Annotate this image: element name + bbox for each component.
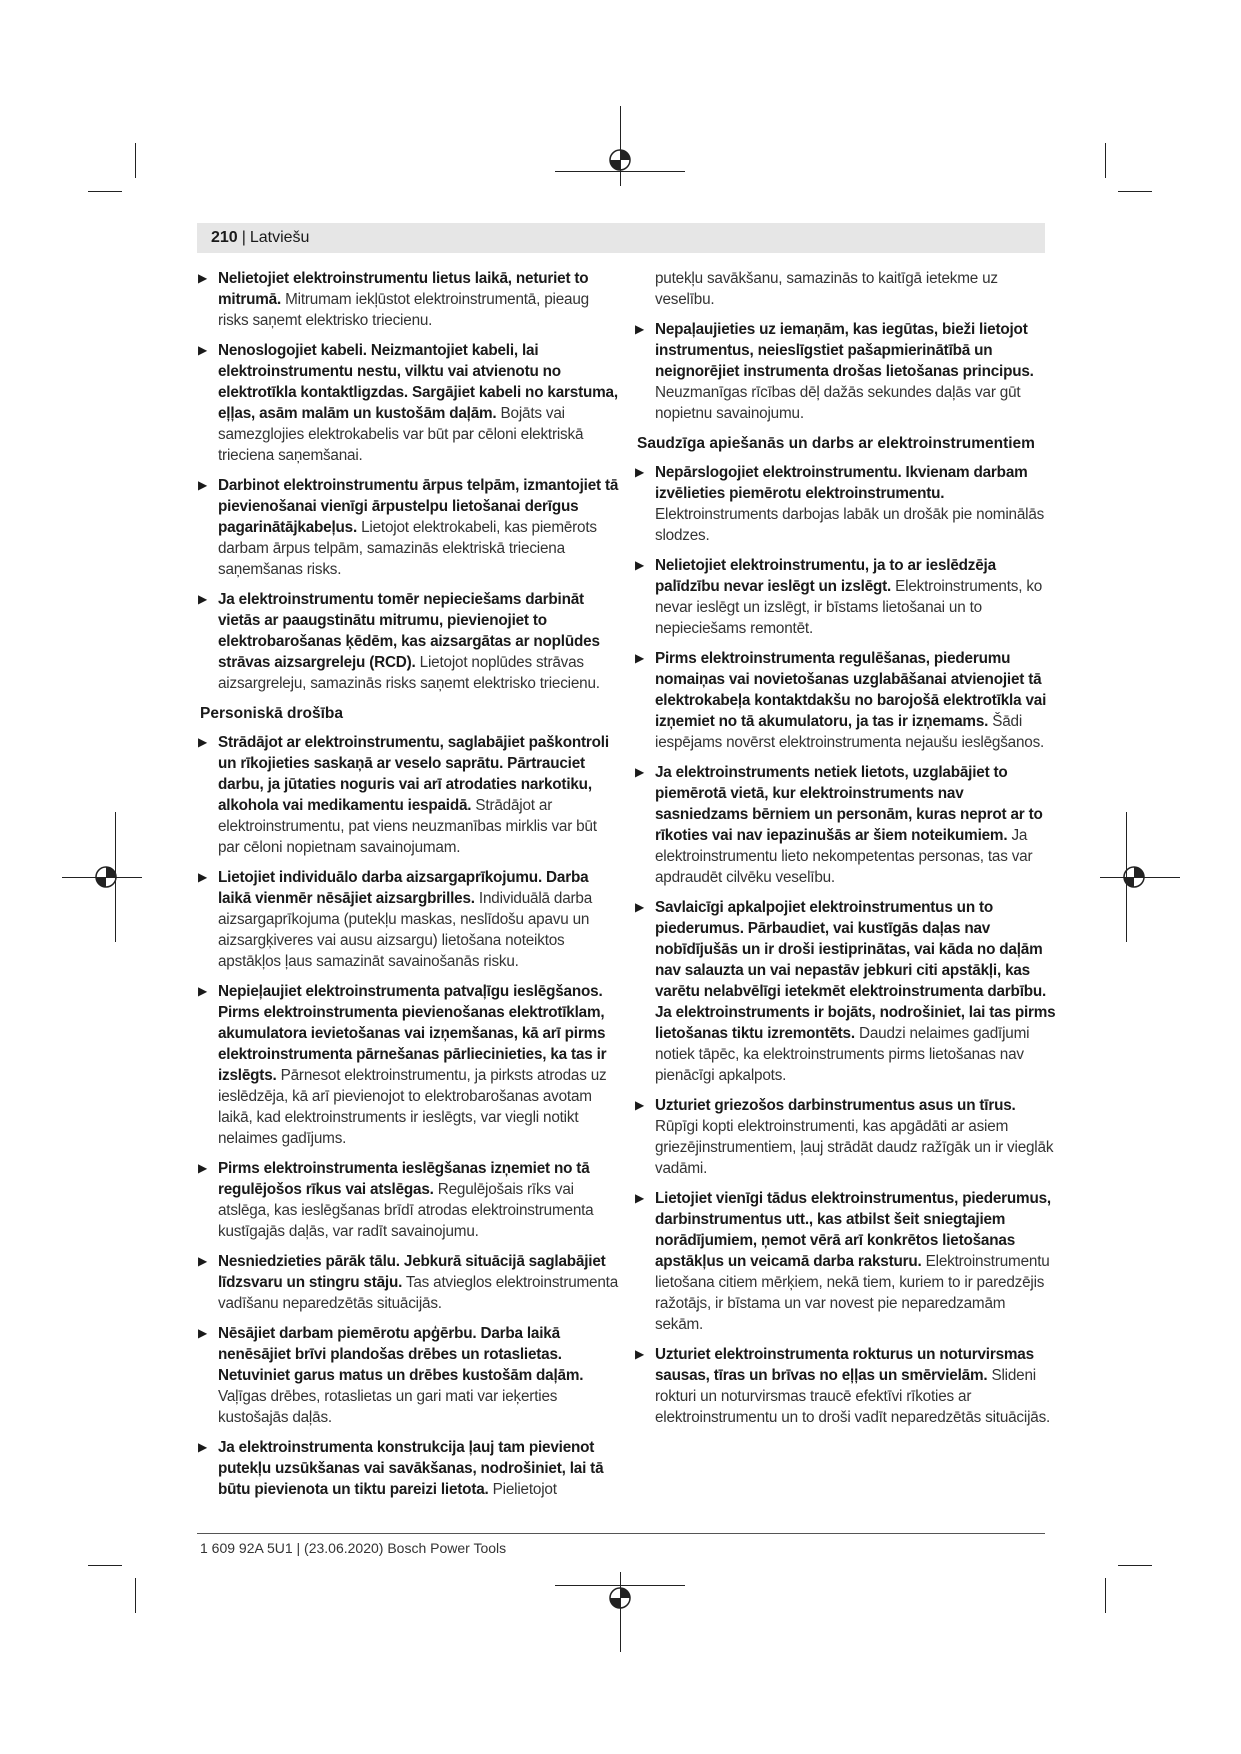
section-heading-tool-care: Saudzīga apiešanās un darbs ar elektroinstrumentiem	[637, 435, 1035, 452]
bullet-arrow-icon: ▶	[635, 558, 645, 572]
safety-item-bold: Lietojiet vienīgi tādus elektroinstrumentus, piederumus, darbinstrumentus utt., kas atbilst šeit sniegtajiem norādījumiem, ņemot vērā arī konkrētos lietošanas apstākļus un veicamā darba raksturu.	[655, 1190, 1051, 1270]
registration-line-top-vertical	[620, 106, 621, 186]
safety-item-bold: Nepārslogojiet elektroinstrumentu. Ikvienam darbam izvēlieties piemērotu elektroinstrumentu.	[655, 464, 1028, 502]
safety-item-bold: Ja elektroinstrumentu tomēr nepieciešams darbināt vietās ar paaugstinātu mitrumu, pievienojiet to elektrobarošanas ķēdēm, kas aizsargātas ar noplūdes strāvas aizsargreleju (RCD).	[218, 591, 600, 671]
safety-item-bold: Nepaļaujieties uz iemaņām, kas iegūtas, bieži lietojot instrumentus, neieslīgstiet pašapmierinātībā un neignorējiet instrumenta drošas lietošanas principus.	[655, 321, 1034, 380]
safety-item	[200, 1158, 620, 1242]
bullet-arrow-icon: ▶	[635, 900, 645, 914]
bullet-arrow-icon: ▶	[198, 592, 208, 606]
safety-item-text: Slideni rokturi un noturvirsmas traucē efektīvi rīkoties ar elektroinstrumentu un to droši vadīt neparedzētās situācijās.	[655, 1367, 1051, 1426]
safety-item	[637, 1188, 1057, 1335]
safety-item-text: Ja elektroinstrumentu lieto nekompetentas personas, tas var apdraudēt cilvēku veselību.	[655, 827, 1033, 886]
safety-item-bold: Strādājot ar elektroinstrumentu, saglabājiet paškontroli un rīkojieties saskaņā ar veselo saprātu. Pārtrauciet darbu, ja jūtaties noguris vai arī atrodaties narkotiku, alkohola vai medikamentu iespaidā.	[218, 734, 609, 814]
bullet-arrow-icon: ▶	[198, 1326, 208, 1340]
registration-line-left-horizontal	[62, 877, 142, 878]
header-separator: |	[241, 229, 246, 246]
safety-item	[200, 1251, 620, 1314]
right-column	[637, 268, 1057, 1437]
registration-line-top-horizontal	[555, 171, 685, 172]
safety-item	[637, 555, 1057, 639]
bullet-arrow-icon: ▶	[198, 478, 208, 492]
header-language: Latviešu	[249, 229, 310, 246]
safety-item	[200, 340, 620, 466]
safety-item-text: Strādājot ar elektroinstrumentu, pat viens neuzmanības mirklis var būt par cēloni nopietnam savainojumam.	[218, 797, 597, 856]
bullet-arrow-icon: ▶	[198, 984, 208, 998]
bullet-arrow-icon: ▶	[198, 1254, 208, 1268]
safety-item	[200, 867, 620, 972]
safety-item	[200, 1437, 620, 1500]
safety-item	[200, 268, 620, 331]
section-heading-personal-safety: Personiskā drošība	[200, 705, 344, 722]
safety-item-text: Pielietojot	[492, 1481, 557, 1498]
safety-item	[637, 762, 1057, 888]
safety-item-text: Rūpīgi kopti elektroinstrumenti, kas apgādāti ar asiem griezējinstrumentiem, ļauj strādāt daudz ražīgāk un ir vieglāk vadāmi.	[655, 1118, 1054, 1177]
safety-item	[637, 897, 1057, 1086]
footer-text: 1 609 92A 5U1 | (23.06.2020) Bosch Power Tools	[200, 1540, 507, 1556]
safety-item-bold: Uzturiet elektroinstrumenta rokturus un noturvirsmas sausas, tīras un brīvas no eļļas un smērvielām.	[655, 1346, 1034, 1384]
safety-item	[200, 475, 620, 580]
safety-item-text: Bojāts vai samezglojies elektrokabelis var būt par cēloni elektriskā trieciena saņemšanai.	[218, 405, 584, 464]
safety-item-bold: Pirms elektroinstrumenta ieslēgšanas izņemiet no tā regulējošos rīkus vai atslēgas.	[218, 1160, 590, 1198]
bullet-arrow-icon: ▶	[198, 735, 208, 749]
bullet-arrow-icon: ▶	[198, 271, 208, 285]
safety-item-text: Daudzi nelaimes gadījumi notiek tāpēc, ka elektroinstruments pirms lietošanas nav pienācīgi apkalpots.	[655, 1025, 1030, 1084]
safety-item	[200, 1323, 620, 1428]
safety-item	[200, 981, 620, 1149]
bullet-arrow-icon: ▶	[635, 765, 645, 779]
bullet-arrow-icon: ▶	[635, 322, 645, 336]
safety-item-text: Lietojot noplūdes strāvas aizsargreleju, samazinās risks saņemt elektrisko triecienu.	[218, 654, 600, 692]
safety-item-bold: Ja elektroinstruments netiek lietots, uzglabājiet to piemērotā vietā, kur elektroinstruments nav sasniedzams bērniem un personām, kuras neprot ar to rīkoties vai nav iepazinušās ar šiem noteikumiem.	[655, 764, 1043, 844]
safety-item-text: Vaļīgas drēbes, rotaslietas un gari mati var ieķerties kustošajās daļās.	[218, 1388, 558, 1426]
crop-mark-bottom-right-vertical	[1105, 1578, 1106, 1613]
bullet-arrow-icon: ▶	[198, 870, 208, 884]
continued-paragraph: putekļu savākšanu, samazinās to kaitīgā ietekme uz veselību.	[655, 270, 998, 308]
safety-item-text: Individuālā darba aizsargaprīkojuma (putekļu maskas, neslīdošu apavu un aizsargķiveres vai ausu aizsargu) lietošana noteiktos apstākļos ļaus samazināt savainošanās risku.	[218, 890, 593, 970]
crop-mark-bottom-left-horizontal	[88, 1565, 122, 1566]
registration-line-right-horizontal	[1100, 877, 1180, 878]
page-header	[197, 223, 1045, 253]
registration-line-left-vertical	[115, 812, 116, 942]
registration-line-bottom-horizontal	[555, 1585, 685, 1586]
bullet-arrow-icon: ▶	[635, 1191, 645, 1205]
safety-item-bold: Uzturiet griezošos darbinstrumentus asus un tīrus.	[655, 1097, 1016, 1114]
page-number: 210	[211, 229, 238, 246]
safety-item-bold: Ja elektroinstrumenta konstrukcija ļauj tam pievienot putekļu uzsūkšanas vai savākšanas, nodrošiniet, lai tā būtu pievienota un tiktu pareizi lietota.	[218, 1439, 604, 1498]
safety-item-bold: Lietojiet individuālo darba aizsargaprīkojumu. Darba laikā vienmēr nēsājiet aizsargbrilles.	[218, 869, 589, 907]
safety-item	[200, 732, 620, 858]
crop-mark-top-left-horizontal	[88, 191, 122, 192]
safety-item	[637, 648, 1057, 753]
safety-item-bold: Nenoslogojiet kabeli. Neizmantojiet kabeli, lai elektroinstrumentu nestu, vilktu vai atvienotu no elektrotīkla kontaktligzdas. Sargājiet kabeli no karstuma, eļļas, asām malām un kustošām daļām.	[218, 342, 618, 422]
left-top-list	[200, 268, 620, 694]
bullet-arrow-icon: ▶	[635, 465, 645, 479]
crop-mark-top-right-horizontal	[1118, 191, 1152, 192]
safety-item-bold: Pirms elektroinstrumenta regulēšanas, piederumu nomaiņas vai novietošanas uzglabāšanai atvienojiet tā elektrokabeļa kontaktdakšu no barojošā elektrotīkla vai izņemiet no tā akumulatoru, ja tas ir izņemams.	[655, 650, 1047, 730]
safety-item-text: Elektroinstruments darbojas labāk un drošāk pie nominālās slodzes.	[655, 506, 1045, 544]
safety-item-text: Pārnesot elektroinstrumentu, ja pirksts atrodas uz ieslēdzēja, kā arī pievienojot to elektrobarošanas avotam laikā, kad elektroinstruments ir ieslēgts, var viegli notikt nelaimes gadījums.	[218, 1067, 607, 1147]
crop-mark-top-left-vertical	[135, 143, 136, 178]
bullet-arrow-icon: ▶	[635, 1098, 645, 1112]
safety-item	[200, 589, 620, 694]
left-column	[200, 268, 620, 1509]
safety-item-text: Lietojot elektrokabeli, kas piemērots darbam ārpus telpām, samazinās elektriskā trieciena saņemšanas risks.	[218, 519, 597, 578]
bullet-arrow-icon: ▶	[635, 1347, 645, 1361]
crop-mark-bottom-left-vertical	[135, 1578, 136, 1613]
safety-item	[637, 319, 1057, 424]
bullet-arrow-icon: ▶	[198, 1440, 208, 1454]
registration-line-bottom-vertical	[620, 1572, 621, 1652]
crop-mark-bottom-right-horizontal	[1118, 1565, 1152, 1566]
safety-item-text: Elektroinstrumentu lietošana citiem mērķiem, nekā tiem, kuriem to ir paredzējis ražotājs, ir bīstama un var novest pie neparedzamām sekām.	[655, 1253, 1050, 1333]
safety-item-text: Tas atvieglos elektroinstrumenta vadīšanu neparedzētās situācijās.	[218, 1274, 619, 1312]
safety-item	[637, 1344, 1057, 1428]
right-bottom-list	[637, 462, 1057, 1428]
safety-item-bold: Nelietojiet elektroinstrumentu, ja to ar ieslēdzēja palīdzību nevar ieslēgt un izslēgt.	[655, 557, 996, 595]
safety-item	[637, 1095, 1057, 1179]
safety-item-text: Regulējošais rīks vai atslēga, kas ieslēgšanas brīdī atrodas elektroinstrumenta kustīgajās daļās, var radīt savainojumu.	[218, 1181, 594, 1240]
safety-item-bold: Nelietojiet elektroinstrumentu lietus laikā, neturiet to mitrumā.	[218, 270, 589, 308]
safety-item-text: Mitrumam iekļūstot elektroinstrumentā, pieaug risks saņemt elektrisko triecienu.	[218, 291, 589, 329]
safety-item-bold: Darbinot elektroinstrumentu ārpus telpām, izmantojiet tā pievienošanai vienīgi ārpustelpu lietošanai derīgus pagarinātājkabeļus.	[218, 477, 619, 536]
safety-item-text: Šādi iespējams novērst elektroinstrumenta nejaušu ieslēgšanos.	[655, 713, 1045, 751]
bullet-arrow-icon: ▶	[198, 1161, 208, 1175]
safety-item	[637, 462, 1057, 546]
right-top-list	[637, 319, 1057, 424]
crop-mark-top-right-vertical	[1105, 143, 1106, 178]
footer-divider	[197, 1533, 1045, 1534]
safety-item-text: Elektroinstruments, ko nevar ieslēgt un izslēgt, ir bīstams lietošanai un to nepieciešams remontēt.	[655, 578, 1043, 637]
left-bottom-list	[200, 732, 620, 1500]
safety-item-bold: Nēsājiet darbam piemērotu apģērbu. Darba laikā nenēsājiet brīvi plandošas drēbes un rotaslietas. Netuviniet garus matus un drēbes kustošām daļām.	[218, 1325, 584, 1384]
safety-item-bold: Nepieļaujiet elektroinstrumenta patvaļīgu ieslēgšanos. Pirms elektroinstrumenta pievienošanas elektrotīklam, akumulatora ievietošanas vai izņemšanas, kā arī pirms elektroinstrumenta pārnešanas pārliecinieties, ka tas ir izslēgts.	[218, 983, 607, 1084]
safety-item-bold: Nesniedzieties pārāk tālu. Jebkurā situācijā saglabājiet līdzsvaru un stingru stāju.	[218, 1253, 606, 1291]
registration-line-right-vertical	[1126, 812, 1127, 942]
safety-item-bold: Savlaicīgi apkalpojiet elektroinstrumentus un to piederumus. Pārbaudiet, vai kustīgās daļas nav nobīdījušās un ir droši iestiprinātas, vai kāda no daļām nav salauzta un vai nepastāv jebkuri citi apstākļi, kas varētu nelabvēlīgi ietekmēt elektroinstrumenta darbību. Ja elektroinstruments ir bojāts, nodrošiniet, lai tas pirms lietošanas tiktu izremontēts.	[655, 899, 1056, 1042]
bullet-arrow-icon: ▶	[198, 343, 208, 357]
bullet-arrow-icon: ▶	[635, 651, 645, 665]
safety-item-text: Neuzmanīgas rīcības dēļ dažās sekundes daļās var gūt nopietnu savainojumu.	[655, 384, 1021, 422]
